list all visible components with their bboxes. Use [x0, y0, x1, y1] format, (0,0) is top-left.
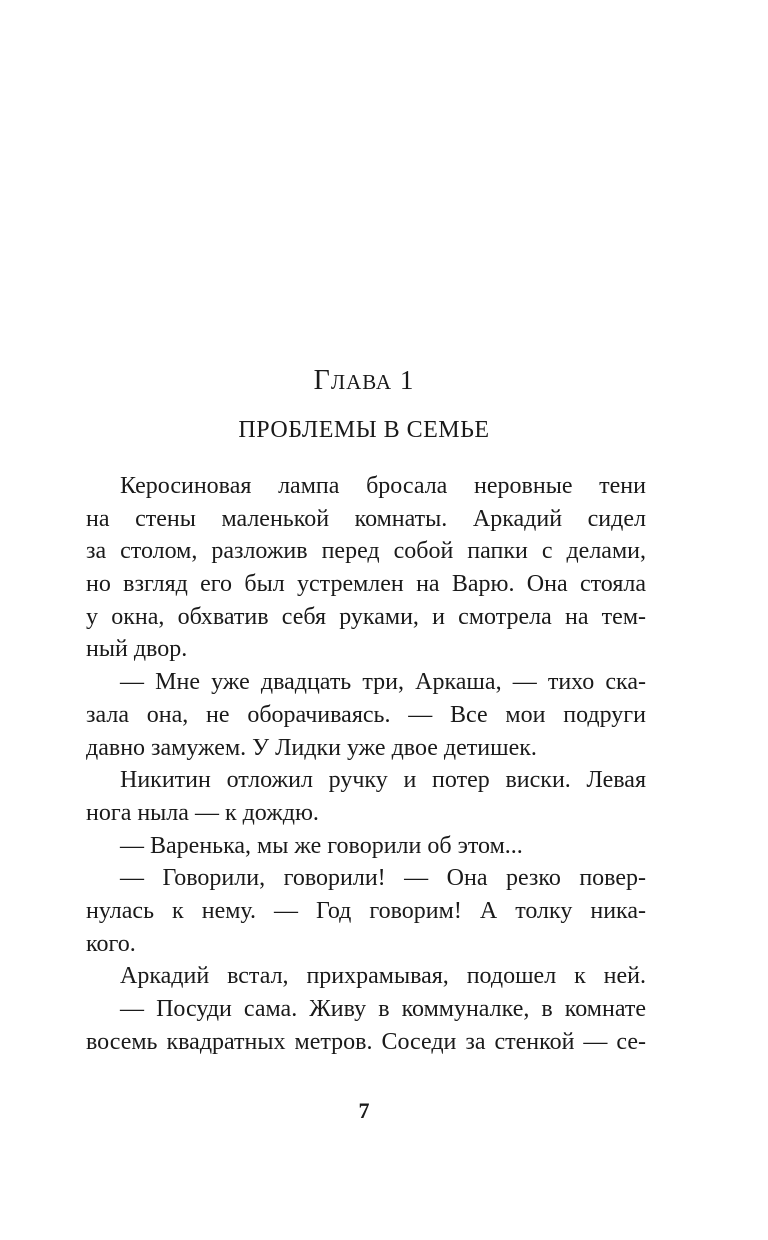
text-line: восемь квадратных метров. Соседи за стенкой — се-	[86, 1028, 646, 1055]
text-line: — Посуди сама. Живу в коммуналке, в комнате	[120, 996, 646, 1022]
text-line: Аркадий встал, прихрамывая, подошел к ней.	[120, 963, 646, 990]
text-line: зала она, не оборачиваясь. — Все мои подруги	[86, 701, 646, 728]
chapter-number: 1	[399, 365, 415, 395]
text-line: Никитин отложил ручку и потер виски. Левая	[120, 767, 646, 794]
text-line: нулась к нему. — Год говорим! А толку ника-	[86, 897, 646, 924]
text-line: — Мне уже двадцать три, Аркаша, — тихо ска-	[120, 669, 646, 696]
body-text	[86, 470, 646, 1058]
text-line: — Говорили, говорили! — Она резко повер-	[120, 865, 646, 892]
chapter-label-rest: ЛАВА	[330, 370, 393, 394]
text-line: нога ныла — к дождю.	[86, 799, 319, 826]
text-line: за столом, разложив перед собой папки с делами,	[86, 538, 646, 565]
text-line: — Варенька, мы же говорили об этом...	[120, 832, 523, 859]
text-line: на стены маленькой комнаты. Аркадий сидел	[86, 505, 646, 532]
text-line: у окна, обхватив себя руками, и смотрела на тем-	[86, 603, 646, 630]
page-number: 7	[358, 1098, 370, 1123]
text-line: Керосиновая лампа бросала неровные тени	[120, 473, 646, 499]
text-line: давно замужем. У Лидки уже двое детишек.	[86, 734, 537, 761]
chapter-label	[0, 362, 728, 400]
chapter-title: ПРОБЛЕМЫ В СЕМЬЕ	[238, 417, 490, 443]
text-line: кого.	[86, 930, 136, 957]
chapter-label-initial: Г	[313, 365, 331, 396]
text-line: ный двор.	[86, 636, 188, 663]
text-line: но взгляд его был устремлен на Варю. Она стояла	[86, 571, 646, 598]
